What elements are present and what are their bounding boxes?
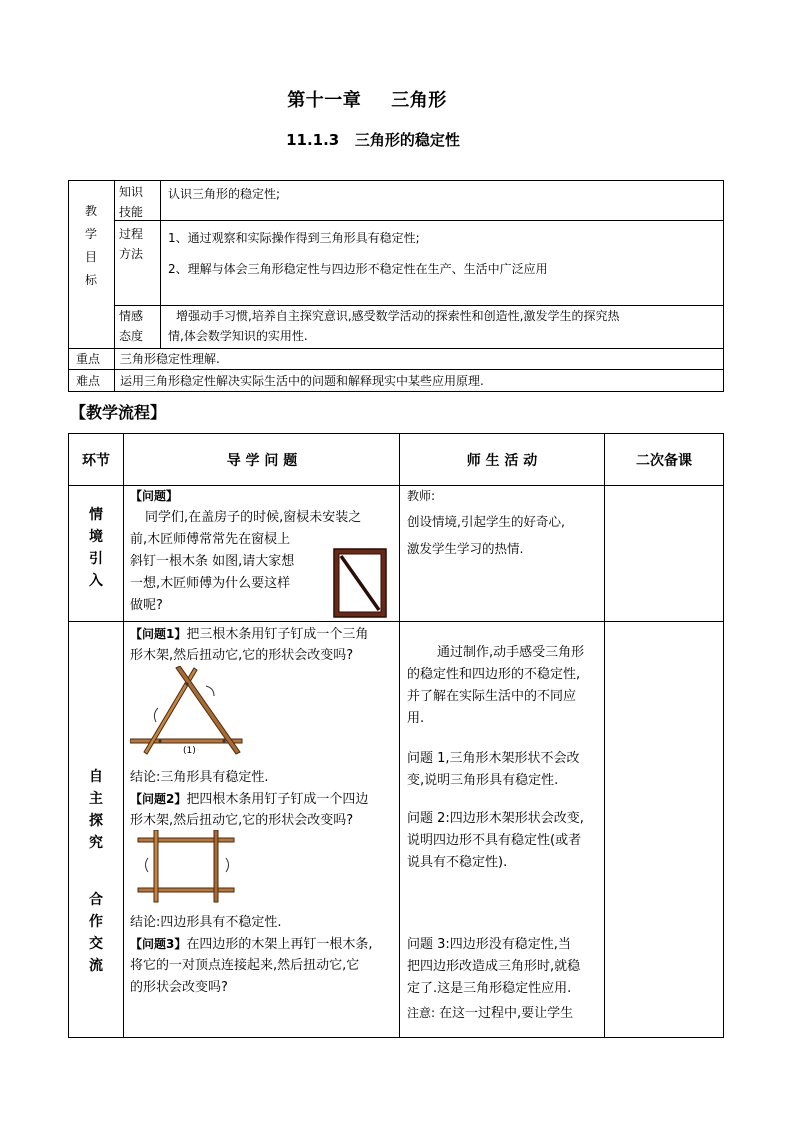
q3-text: 【问题3】在四边形的木架上再钉一根木条,: [130, 937, 373, 952]
key-point-label: 重点: [76, 352, 101, 366]
table-border: [114, 220, 724, 221]
q1-tag: 【问题1】: [130, 627, 187, 641]
table-border: [68, 433, 69, 1038]
act-intro-line: 通过制作,动手感受三角形: [437, 645, 585, 660]
table-border: [604, 433, 605, 1038]
table-border: [160, 180, 161, 348]
table-border: [723, 180, 724, 392]
header-question: 导 学 问 题: [226, 453, 298, 469]
q2-tag: 【问题2】: [130, 792, 187, 806]
attitude-label: 情感 态度: [119, 309, 144, 343]
table-border: [123, 433, 124, 1038]
objectives-group-label: [71, 200, 111, 292]
quadrilateral-sticks-figure: [136, 830, 236, 904]
intro-activity-line: 创设情境,引起学生的好奇心,: [407, 514, 565, 529]
conclusion-1: 结论:三角形具有稳定性.: [130, 770, 269, 785]
act-q2-line: 说具有不稳定性).: [407, 855, 508, 870]
q3-text-line3: 的形状会改变吗?: [130, 980, 228, 995]
q1-text-line2: 形木架,然后扭动它,它的形状会改变吗?: [130, 648, 354, 663]
act-intro-line: 并了解在实际生活中的不同应: [407, 689, 577, 704]
table-border: [399, 433, 400, 1038]
stage-explore: 自 主 探 究: [89, 769, 103, 851]
label-char: 学: [84, 227, 97, 241]
table-border: [68, 180, 69, 392]
q2-text: 【问题2】把四根木条用钉子钉成一个四边: [130, 792, 369, 807]
label-char: 标: [84, 273, 97, 287]
act-q1-line: 问题 1,三角形木架形状不会改: [407, 751, 580, 766]
section-title: 11.1.3 三角形的稳定性: [286, 131, 460, 149]
difficulty-label: 难点: [76, 374, 101, 388]
attitude-content-2: 情,体会数学知识的实用性.: [168, 329, 308, 343]
table-border: [68, 1037, 724, 1038]
stage-cooperate: 合 作 交 流: [89, 892, 103, 974]
intro-question-tag: 【问题】: [130, 489, 179, 503]
intro-question-line: 做呢?: [130, 598, 163, 613]
header-prep: 二次备课: [636, 453, 692, 469]
table-border: [114, 348, 115, 392]
table-border: [68, 180, 724, 181]
triangle-sticks-figure: [130, 666, 246, 756]
knowledge-label: 知识 技能: [119, 185, 144, 219]
q3-tag: 【问题3】: [130, 937, 187, 951]
act-intro-line: 的稳定性和四边形的不稳定性,: [407, 667, 581, 682]
chapter-title: [0, 86, 734, 112]
process-content-1: 1、通过观察和实际操作得到三角形具有稳定性;: [168, 231, 420, 245]
q3-text-line2: 将它的一对顶点连接起来,然后扭动它,它: [130, 958, 360, 973]
act-q3-line: 把四边形改造成三角形时,就稳: [407, 959, 581, 974]
table-border: [68, 369, 724, 370]
label-char: 教: [84, 204, 97, 218]
header-activity: 师 生 活 动: [466, 453, 538, 469]
intro-question-line: 一想,木匠师傅为什么要这样: [130, 576, 291, 591]
chapter-name: 三角形: [391, 90, 447, 111]
flow-heading: 【教学流程】: [70, 403, 167, 422]
q1-text: 【问题1】把三根木条用钉子钉成一个三角: [130, 627, 369, 642]
act-note: 注意: 在这一过程中,要让学生: [407, 1006, 574, 1021]
fig1-caption: (1): [183, 746, 196, 756]
act-q3-line: 定了.这是三角形稳定性应用.: [407, 981, 572, 996]
act-q2-line: 说明四边形不具有稳定性(或者: [407, 833, 582, 848]
header-stage: 环节: [82, 453, 110, 469]
label-char: 目: [84, 250, 97, 264]
act-intro-line: 用.: [407, 711, 425, 726]
table-border: [68, 433, 724, 434]
stage-intro: 情 境 引 入: [89, 507, 103, 589]
intro-question-line: 前,木匠师傅常常先在窗棂上: [130, 532, 291, 547]
process-label: 过程 方法: [119, 227, 144, 261]
act-q1-line: 变,说明三角形具有稳定性.: [407, 773, 559, 788]
conclusion-2: 结论:四边形具有不稳定性.: [130, 915, 282, 930]
table-border: [114, 180, 115, 348]
attitude-content-1: 增强动手习惯,培养自主探究意识,感受数学活动的探索性和创造性,激发学生的探究热: [176, 309, 620, 323]
intro-activity-tag: 教师:: [407, 489, 436, 503]
note-tag: 注意:: [407, 1006, 436, 1020]
key-point-content: 三角形稳定性理解.: [120, 352, 220, 366]
knowledge-content: 认识三角形的稳定性;: [168, 187, 281, 201]
act-q3-line: 问题 3:四边形没有稳定性,当: [407, 937, 571, 952]
q2-text-line2: 形木架,然后扭动它,它的形状会改变吗?: [130, 813, 354, 828]
intro-question-line: 斜钉一根木条 如图,请大家想: [130, 554, 295, 569]
intro-question-line: 同学们,在盖房子的时候,窗棂未安装之: [145, 510, 362, 525]
intro-activity-line: 激发学生学习的热情.: [407, 541, 524, 556]
table-border: [68, 391, 724, 392]
process-content-2: 2、理解与体会三角形稳定性与四边形不稳定性在生产、生活中广泛应用: [168, 262, 548, 276]
table-border: [68, 621, 724, 622]
window-frame-figure: [333, 548, 387, 618]
table-border: [723, 433, 724, 1038]
chapter-number: 第十一章: [287, 90, 362, 111]
difficulty-content: 运用三角形稳定性解决实际生活中的问题和解释现实中某些应用原理.: [120, 374, 484, 388]
act-q2-line: 问题 2:四边形木架形状会改变,: [407, 811, 584, 826]
